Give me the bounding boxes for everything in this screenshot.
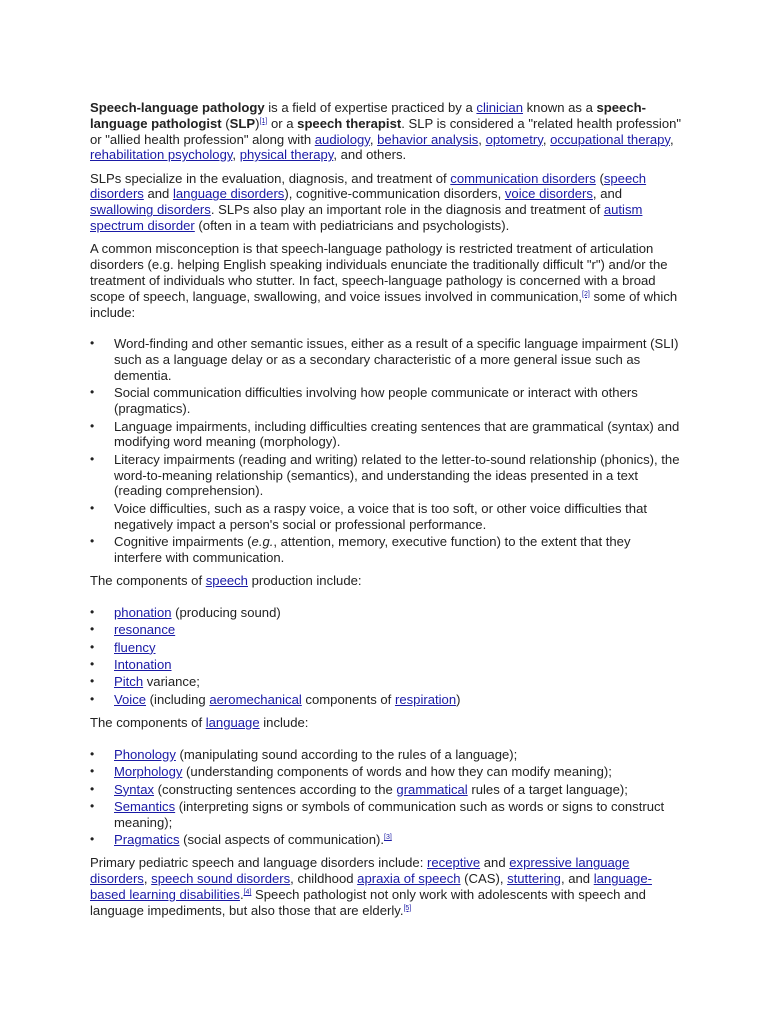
link-speech-disorders[interactable]: speech disorders: [90, 170, 647, 202]
link-audiology[interactable]: audiology: [314, 131, 370, 147]
link-fluency[interactable]: fluency: [114, 639, 156, 655]
article-body: [90, 100, 682, 926]
intro-paragraph: Speech-language pathology is a field of expertise practiced by a clinician known as a speech-language pathologist (SLP)[1] or a speech therapist. SLP is considered a "related health profession" or "allied health profession" along with audiology, behavior analysis, optometry, occupational therapy, rehabilitation psychology, physical therapy, and others.: [90, 100, 682, 163]
link-grammatical[interactable]: grammatical: [396, 781, 468, 797]
list-item: • Pitch variance;: [90, 674, 682, 690]
ref-5[interactable]: [5]: [403, 904, 412, 912]
language-components-intro: The components of language include:: [90, 715, 309, 731]
list-item: • Morphology (understanding components of words and how they can modify meaning);: [90, 764, 682, 780]
misconception-paragraph: A common misconception is that speech-language pathology is restricted treatment of articulation disorders (e.g. helping English speaking individuals enunciate the traditionally difficult "r") and/or the treatment of individuals who stutter. In fact, speech-language pathology is concerned with a broad scope of speech, language, swallowing, and voice issues involved in communication,[2] some of which include:: [90, 241, 678, 320]
list-item: [90, 622, 682, 638]
link-resonance[interactable]: resonance: [114, 622, 176, 638]
link-respiration[interactable]: respiration: [394, 691, 457, 707]
link-behavior-analysis[interactable]: behavior analysis: [377, 131, 479, 147]
term-speech-therapist: speech therapist: [297, 115, 402, 131]
list-item: • Voice difficulties, such as a raspy voice, a voice that is too soft, or other voice difficulties that negatively impact a person's social or professional performance.: [90, 501, 682, 533]
link-learning-disabilities[interactable]: language-based learning disabilities: [90, 871, 652, 903]
link-morphology[interactable]: Morphology: [114, 764, 183, 780]
list-item: • Word-finding and other semantic issues, either as a result of a specific language impairment (SLI) such as a language delay or as a secondary characteristic of a more general issue such as dementia.: [90, 336, 682, 383]
link-rehabilitation-psychology[interactable]: rehabilitation psychology: [90, 147, 233, 163]
link-swallowing-disorders[interactable]: swallowing disorders: [90, 202, 211, 218]
link-communication-disorders[interactable]: communication disorders: [450, 170, 596, 186]
link-phonation[interactable]: phonation: [114, 604, 172, 620]
list-item: • Semantics (interpreting signs or symbols of communication such as words or signs to construct meaning);: [90, 799, 682, 831]
list-item: • Syntax (constructing sentences according to the grammatical rules of a target language);: [90, 782, 682, 798]
language-components-list: [90, 747, 682, 848]
link-autism[interactable]: autism spectrum disorder: [90, 202, 643, 234]
term-slp: Speech-language pathology: [90, 100, 265, 115]
link-syntax[interactable]: Syntax: [114, 781, 155, 797]
ref-2[interactable]: [2]: [582, 290, 590, 298]
list-item: • Pragmatics (social aspects of communication).[3]: [90, 832, 682, 848]
ref-1[interactable]: [1]: [259, 117, 268, 125]
pediatric-paragraph: Primary pediatric speech and language disorders include: receptive and expressive language disorders, speech sound disorders, childhood apraxia of speech (CAS), stuttering, and language-based learning disabilities.[4] Speech pathologist not only work with adolescents with speech and language impediments, but also those that are elderly.[5]: [90, 855, 652, 918]
list-item: • Social communication difficulties involving how people communicate or interact with others (pragmatics).: [90, 385, 682, 417]
list-item: [90, 657, 682, 673]
link-optometry[interactable]: optometry: [485, 131, 543, 147]
link-intonation[interactable]: Intonation: [114, 656, 172, 672]
link-aeromechanical[interactable]: aeromechanical: [209, 691, 302, 707]
link-language-disorders[interactable]: language disorders: [172, 186, 285, 202]
term-pathologist: speech-language pathologist: [90, 100, 646, 131]
link-phonology[interactable]: Phonology: [114, 746, 176, 762]
list-item: • Language impairments, including difficulties creating sentences that are grammatical (syntax) and modifying word meaning (morphology).: [90, 419, 682, 451]
list-item: • Cognitive impairments (e.g., attention, memory, executive function) to the extent that they interfere with communication.: [90, 534, 682, 566]
link-pragmatics[interactable]: Pragmatics: [114, 832, 180, 848]
list-item: [90, 640, 682, 656]
link-voice-disorders[interactable]: voice disorders: [504, 186, 593, 202]
link-physical-therapy[interactable]: physical therapy: [239, 147, 334, 163]
link-voice[interactable]: Voice: [114, 691, 147, 707]
list-item: • Literacy impairments (reading and writing) related to the letter-to-sound relationship (phonics), the word-to-meaning relationship (semantics), and understanding the ideas presented in a text (reading comprehension).: [90, 452, 682, 499]
list-item: • phonation (producing sound): [90, 605, 682, 621]
issues-list: [90, 336, 682, 565]
link-speech-sound-disorders[interactable]: speech sound disorders: [151, 871, 291, 887]
link-speech[interactable]: speech: [205, 572, 248, 588]
link-expressive-language-disorders[interactable]: expressive language disorders: [90, 855, 630, 887]
speech-components-list: [90, 605, 682, 708]
ref-3[interactable]: [3]: [384, 834, 392, 842]
link-language[interactable]: language: [205, 715, 260, 731]
link-receptive[interactable]: receptive: [427, 855, 481, 871]
link-stuttering[interactable]: stuttering: [507, 871, 561, 887]
ref-4[interactable]: [4]: [243, 889, 252, 897]
link-occupational-therapy[interactable]: occupational therapy: [550, 131, 670, 147]
link-semantics[interactable]: Semantics: [114, 799, 176, 814]
specialization-paragraph: SLPs specialize in the evaluation, diagnosis, and treatment of communication disorders (speech disorders and language disorders), cognitive-communication disorders, voice disorders, and swallowing disorders. SLPs also play an important role in the diagnosis and treatment of autism spectrum disorder (often in a team with pediatricians and psychologists).: [90, 170, 647, 234]
term-slp-abbr: SLP: [229, 115, 256, 131]
speech-components-intro: The components of speech production include:: [90, 572, 362, 588]
list-item: • Phonology (manipulating sound according to the rules of a language);: [90, 747, 682, 763]
link-pitch[interactable]: Pitch: [114, 674, 144, 690]
list-item: • Voice (including aeromechanical components of respiration): [90, 692, 682, 708]
link-clinician[interactable]: clinician: [476, 100, 523, 115]
link-apraxia-of-speech[interactable]: apraxia of speech: [357, 871, 461, 887]
